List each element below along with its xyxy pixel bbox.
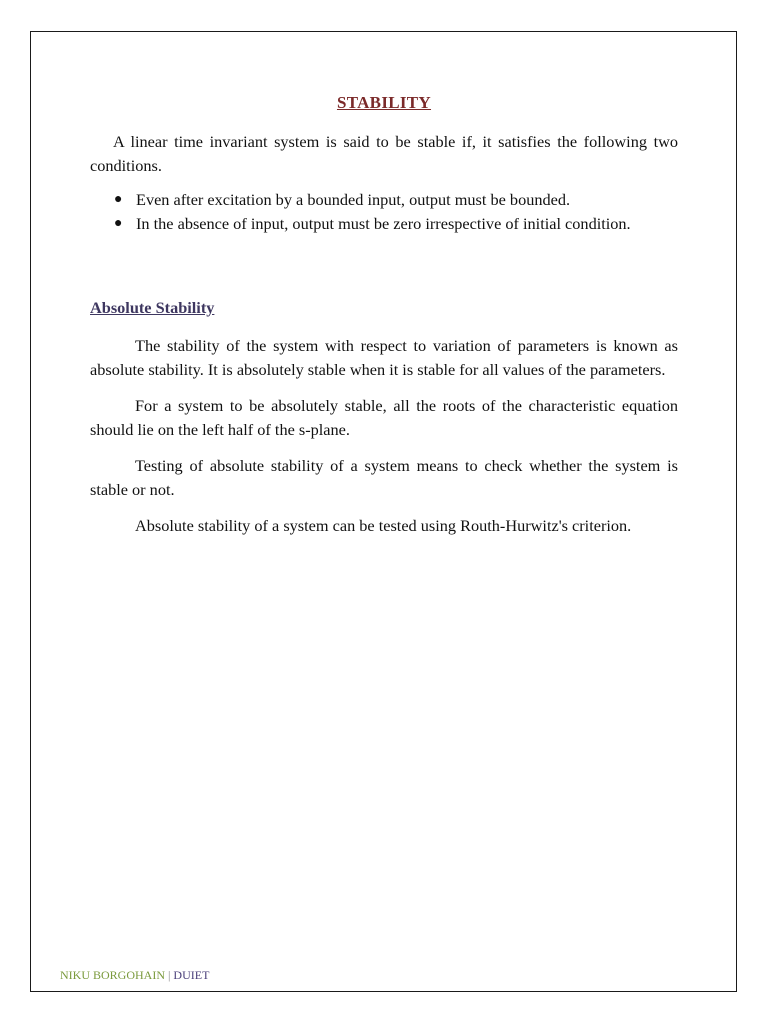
bullet-icon: ● <box>114 216 123 231</box>
conditions-list <box>90 188 678 236</box>
section-paragraph: For a system to be absolutely stable, all the roots of the characteristic equation should lie on the left half of the s-plane. <box>90 396 678 439</box>
page-title: STABILITY <box>336 93 432 112</box>
intro-paragraph: A linear time invariant system is said to be stable if, it satisfies the following two conditions. <box>90 132 678 175</box>
list-item <box>114 188 678 212</box>
condition-text: In the absence of input, output must be zero irrespective of initial condition. <box>136 214 631 233</box>
document-body <box>90 130 678 538</box>
footer-separator: | <box>168 968 171 982</box>
bullet-icon: ● <box>114 192 123 207</box>
section-paragraph: Absolute stability of a system can be tested using Routh-Hurwitz's criterion. <box>135 516 632 535</box>
section-heading: Absolute Stability <box>90 298 215 317</box>
section-paragraph: The stability of the system with respect to variation of parameters is known as absolute stability. It is absolutely stable when it is stable for all values of the parameters. <box>90 336 678 379</box>
section-paragraph: Testing of absolute stability of a system means to check whether the system is stable or not. <box>90 456 678 499</box>
list-item <box>114 212 678 236</box>
condition-text: Even after excitation by a bounded input, output must be bounded. <box>136 190 571 209</box>
footer-author: NIKU BORGOHAIN <box>60 968 165 982</box>
footer-institution: DUIET <box>173 968 210 982</box>
page-footer <box>60 968 209 983</box>
